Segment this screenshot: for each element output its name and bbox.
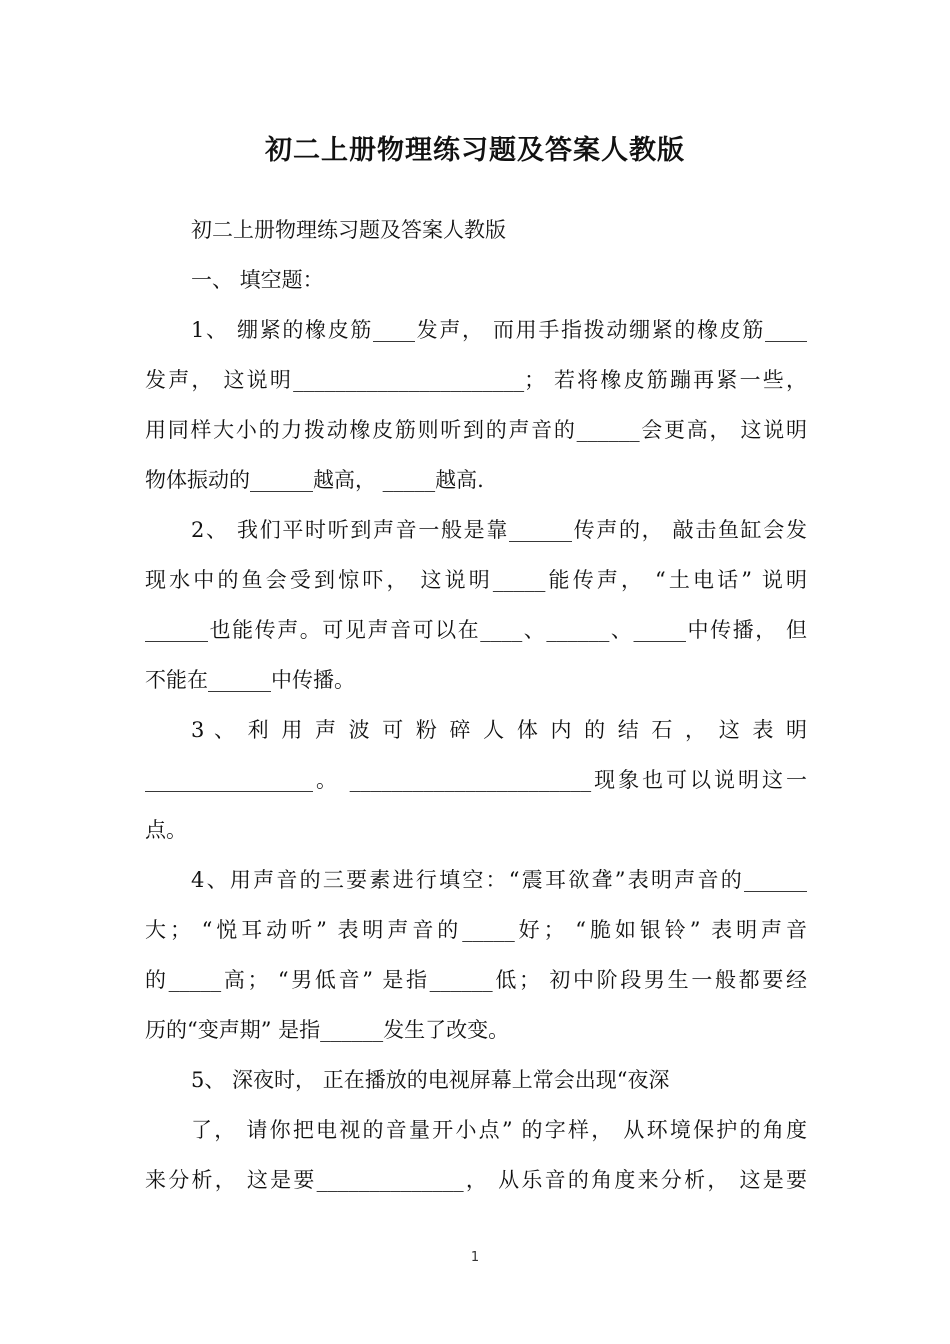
question-line: 历的“变声期” 是指______发生了改变。	[145, 1018, 510, 1042]
document-title: 初二上册物理练习题及答案人教版	[265, 135, 685, 166]
question-line: 不能在______中传播。	[145, 668, 355, 692]
question-line: 4、用声音的三要素进行填空：“震耳欲聋”表明声音的______	[191, 868, 807, 892]
section-heading: 一、 填空题：	[191, 268, 324, 292]
subtitle-line: 初二上册物理练习题及答案人教版	[191, 218, 506, 242]
question-line: 2、 我们平时听到声音一般是靠______传声的， 敲击鱼缸会发	[191, 518, 807, 542]
question-line: 现水中的鱼会受到惊吓， 这说明_____能传声， “土电话” 说明	[145, 568, 807, 592]
question-line: 大； “悦耳动听” 表明声音的_____好； “脆如银铃” 表明声音	[145, 918, 807, 942]
question-line: ______也能传声。可见声音可以在____、______、_____中传播， 但	[145, 618, 807, 642]
question-line: 来分析， 这是要______________， 从乐音的角度来分析， 这是要	[145, 1168, 807, 1192]
question-line: 1、 绷紧的橡皮筋____发声， 而用手指拨动绷紧的橡皮筋____	[191, 318, 807, 342]
question-line: 点。	[145, 818, 187, 842]
question-line: 的_____高； “男低音” 是指______低； 初中阶段男生一般都要经	[145, 968, 807, 992]
page-number: 1	[470, 1250, 480, 1265]
question-line: 了， 请你把电视的音量开小点” 的字样， 从环境保护的角度	[191, 1118, 807, 1142]
question-line: 发声， 这说明______________________； 若将橡皮筋蹦再紧一些，	[145, 368, 807, 392]
question-line: 3 、 利 用 声 波 可 粉 碎 人 体 内 的 结 石 ， 这 表 明	[191, 718, 807, 742]
document-body	[145, 205, 807, 1205]
question-line: 5、 深夜时， 正在播放的电视屏幕上常会出现“夜深	[191, 1068, 670, 1092]
question-line: ________________。 _______________________现象也可以说明这一	[145, 768, 807, 792]
question-line: 用同样大小的力拨动橡皮筋则听到的声音的______会更高， 这说明	[145, 418, 807, 442]
question-line: 物体振动的______越高， _____越高.	[145, 468, 484, 492]
